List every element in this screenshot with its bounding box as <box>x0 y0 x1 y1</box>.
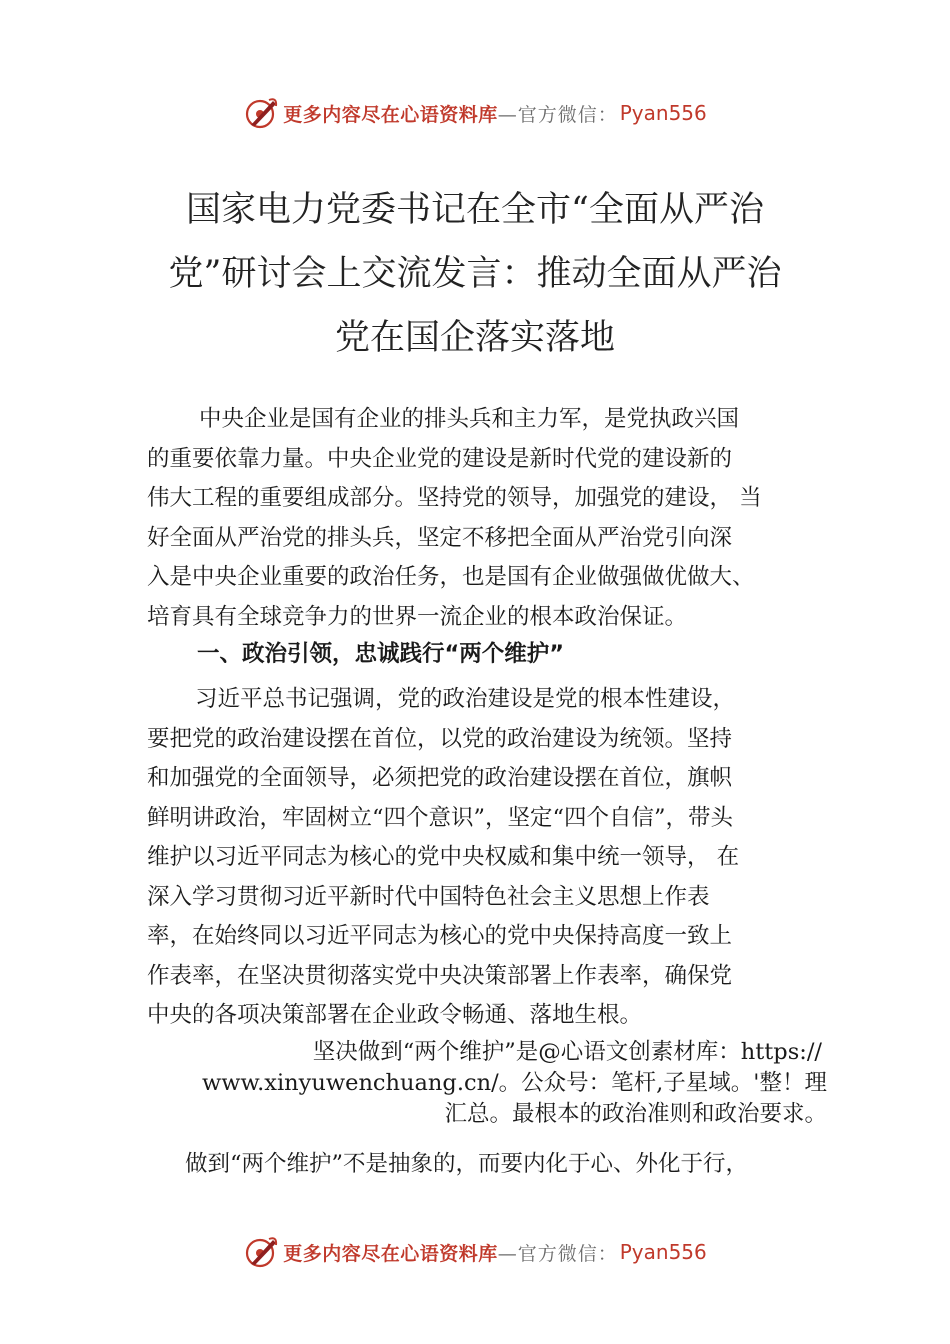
text-line: 习近平总书记强调，党的政治建设是党的根本性建设， <box>195 686 736 712</box>
text-line: 汇总。最根本的政治准则和政治要求。 <box>444 1101 827 1127</box>
banner-wechat-id: Pyan556 <box>619 101 707 125</box>
text-line: 作表率，在坚决贯彻落实党中央决策部署上作表率，确保党 <box>147 962 733 989</box>
text-line: 伟大工程的重要组成部分。坚持党的领导，加强党的建设， 当 <box>147 485 762 511</box>
text-line: www.xinyuwenchuang.cn/。公众号：笔杆,子星域。'整！理 <box>202 1070 827 1096</box>
text-line: 深入学习贯彻习近平新时代中国特色社会主义思想上作表 <box>147 883 710 910</box>
section-heading: 一、政治引领，忠诚践行“两个维护” <box>197 641 565 667</box>
text-line: 好全面从严治党的排头兵，坚定不移把全面从严治党引向深 <box>147 524 733 551</box>
header-banner <box>0 93 950 133</box>
text-line: 的重要依靠力量。中央企业党的建设是新时代党的建设新的 <box>147 445 733 472</box>
title-line: 国家电力党委书记在全市“全面从严治 <box>186 190 764 230</box>
text-line: 中央企业是国有企业的排头兵和主力军，是党执政兴国 <box>199 406 740 432</box>
quill-logo-icon <box>243 1234 279 1270</box>
banner-wechat-id: Pyan556 <box>619 1240 707 1264</box>
text-line: 培育具有全球竞争力的世界一流企业的根本政治保证。 <box>147 603 688 630</box>
banner-official-label: —官方微信： <box>497 103 618 126</box>
banner-title: 更多内容尽在心语资料库 <box>283 103 498 126</box>
quill-logo-icon <box>243 95 279 131</box>
text-line: 率，在始终同以习近平同志为核心的党中央保持高度一致上 <box>147 923 733 949</box>
text-line: 入是中央企业重要的政治任务，也是国有企业做强做优做大、 <box>147 564 755 590</box>
continuation-line: 做到“两个维护”不是抽象的，而要内化于心、外化于行， <box>185 1151 749 1177</box>
document-title <box>120 178 830 370</box>
banner-title: 更多内容尽在心语资料库 <box>283 1242 498 1265</box>
footer-banner <box>0 1232 950 1272</box>
title-line: 党在国企落实落地 <box>334 318 615 358</box>
text-line: 鲜明讲政治，牢固树立“四个意识”，坚定“四个自信”，带头 <box>147 804 734 831</box>
banner-official-label: —官方微信： <box>497 1242 618 1265</box>
text-line: 坚决做到“两个维护”是@心语文创素材库：https:// <box>312 1039 822 1065</box>
text-line: 中央的各项决策部署在企业政令畅通、落地生根。 <box>147 1002 643 1028</box>
title-line: 党”研讨会上交流发言：推动全面从严治 <box>168 254 782 294</box>
text-line: 要把党的政治建设摆在首位，以党的政治建设为统领。坚持 <box>147 725 733 752</box>
intro-paragraph <box>147 400 827 637</box>
text-line: 维护以习近平同志为核心的党中央权威和集中统一领导， 在 <box>147 844 740 870</box>
watermark-paragraph <box>147 1037 827 1130</box>
text-line: 和加强党的全面领导，必须把党的政治建设摆在首位，旗帜 <box>147 765 733 791</box>
section-paragraph <box>147 680 827 1036</box>
